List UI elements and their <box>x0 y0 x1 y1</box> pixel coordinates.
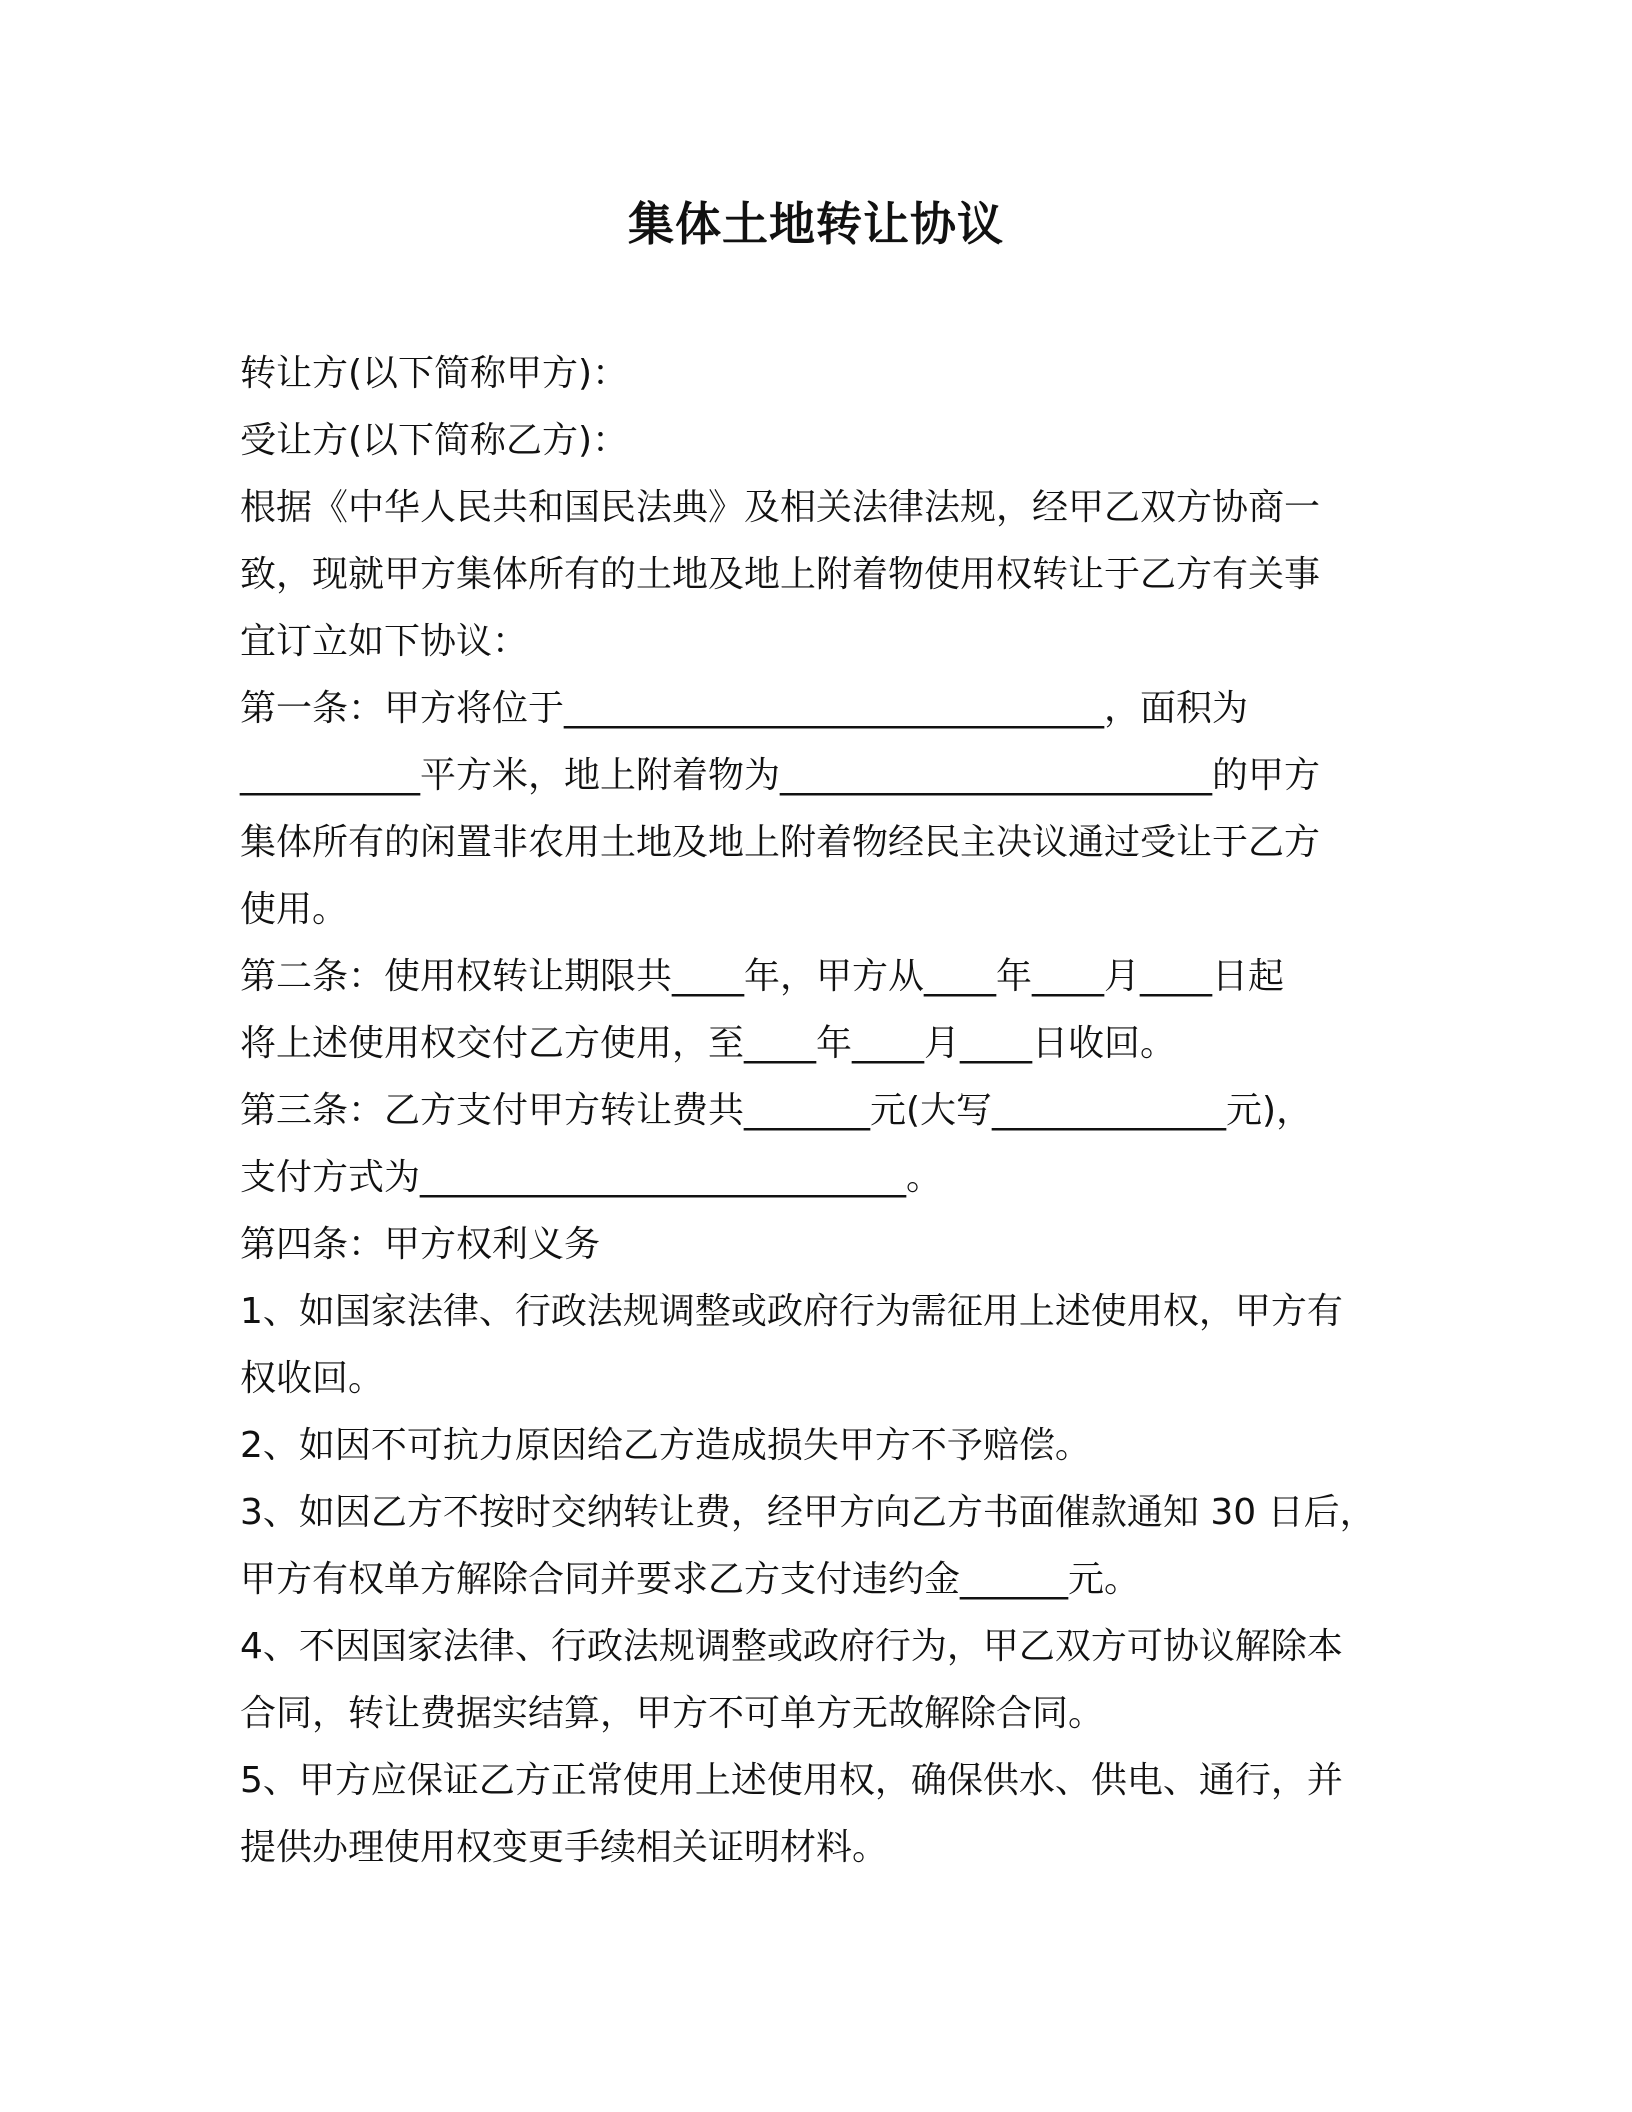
preamble-line: 宜订立如下协议： <box>240 621 529 662</box>
article-3-line: 第三条：乙方支付甲方转让费共_______元(大写_____________元)， <box>240 1090 1313 1131</box>
clause-3-line: 甲方有权单方解除合同并要求乙方支付违约金______元。 <box>240 1559 1141 1600</box>
article-1-line: __________平方米，地上附着物为________________________的甲方 <box>240 755 1321 796</box>
party-a-line: 转让方(以下简称甲方)： <box>240 353 629 394</box>
preamble-line: 致，现就甲方集体所有的土地及地上附着物使用权转让于乙方有关事 <box>240 554 1321 595</box>
party-b-line: 受让方(以下简称乙方)： <box>240 420 629 461</box>
preamble-line: 根据《中华人民共和国民法典》及相关法律法规，经甲乙双方协商一 <box>240 487 1321 528</box>
article-1-line: 集体所有的闲置非农用土地及地上附着物经民主决议通过受让于乙方 <box>240 822 1321 863</box>
article-2-line: 第二条：使用权转让期限共____年，甲方从____年____月____日起 <box>240 956 1285 997</box>
article-1-line: 第一条：甲方将位于______________________________，面积为 <box>240 688 1249 729</box>
clause-3-line: 3、如因乙方不按时交纳转让费，经甲方向乙方书面催款通知 30 日后， <box>240 1492 1376 1533</box>
clause-4-line: 合同，转让费据实结算，甲方不可单方无故解除合同。 <box>240 1693 1105 1734</box>
clause-1-line: 权收回。 <box>240 1358 385 1399</box>
document-body <box>240 340 1400 1881</box>
article-4-heading: 第四条：甲方权利义务 <box>240 1224 601 1265</box>
clause-1-line: 1、如国家法律、行政法规调整或政府行为需征用上述使用权，甲方有 <box>240 1291 1343 1332</box>
clause-5-line: 5、甲方应保证乙方正常使用上述使用权，确保供水、供电、通行，并 <box>240 1760 1343 1801</box>
article-1-line: 使用。 <box>240 889 349 930</box>
article-3-line: 支付方式为___________________________。 <box>240 1157 943 1198</box>
clause-5-line: 提供办理使用权变更手续相关证明材料。 <box>240 1827 889 1868</box>
clause-4-line: 4、不因国家法律、行政法规调整或政府行为，甲乙双方可协议解除本 <box>240 1626 1343 1667</box>
article-2-line: 将上述使用权交付乙方使用，至____年____月____日收回。 <box>240 1023 1177 1064</box>
document-title: 集体土地转让协议 <box>628 197 1004 251</box>
clause-2-line: 2、如因不可抗力原因给乙方造成损失甲方不予赔偿。 <box>240 1425 1091 1466</box>
